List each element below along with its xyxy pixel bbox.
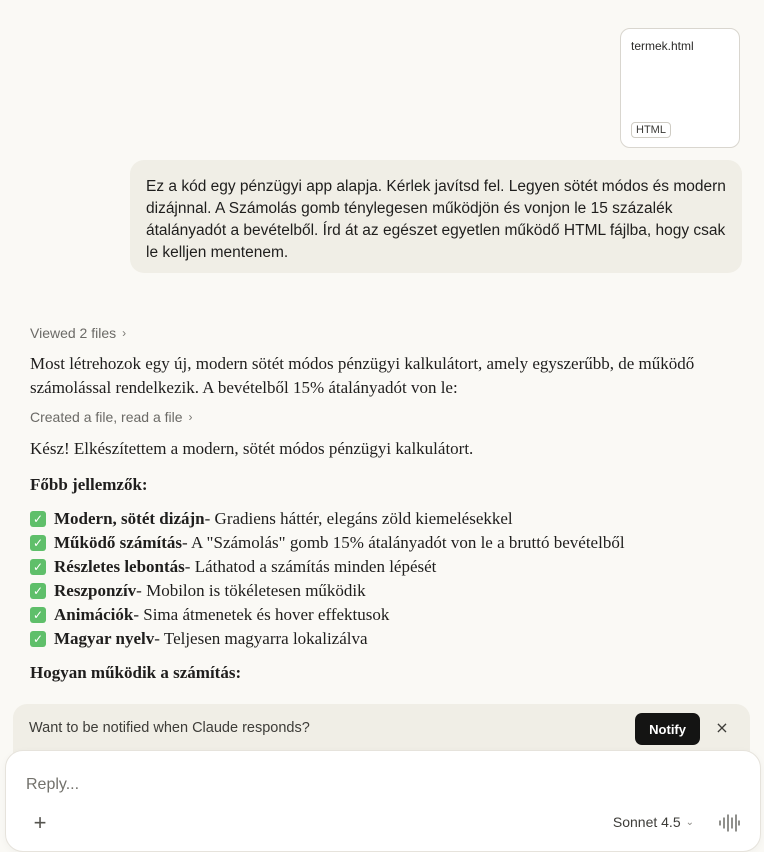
feature-title: Működő számítás bbox=[54, 533, 182, 552]
feature-item bbox=[30, 531, 740, 555]
feature-title: Reszponzív bbox=[54, 581, 137, 600]
model-selector[interactable] bbox=[613, 814, 694, 830]
feature-item bbox=[30, 579, 740, 603]
attachment-file-name: termek.html bbox=[631, 39, 694, 53]
feature-desc: - Láthatod a számítás minden lépését bbox=[184, 557, 437, 576]
chevron-down-icon: ⌄ bbox=[685, 816, 694, 828]
feature-item bbox=[30, 627, 740, 651]
add-attachment-button[interactable]: + bbox=[33, 810, 47, 835]
feature-desc: - Sima átmenetek és hover effektusok bbox=[133, 605, 390, 624]
close-icon[interactable]: × bbox=[715, 718, 729, 737]
feature-desc: - Teljesen magyarra lokalizálva bbox=[154, 629, 368, 648]
how-heading: Hogyan működik a számítás: bbox=[30, 663, 242, 682]
reply-composer bbox=[5, 750, 761, 852]
tool-step-viewed-files[interactable] bbox=[30, 322, 740, 344]
user-message: Ez a kód egy pénzügyi app alapja. Kérlek javítsd fel. Legyen sötét módos és modern dizájnnal. A Számolás gomb ténylegesen működjön és vonjon le 15 százalék átalányadót a bevételből. Írd át az egészet egyetlen működő HTML fájlba, hogy csak le kelljen mentenem. bbox=[130, 160, 742, 273]
chevron-right-icon: › bbox=[188, 410, 193, 424]
feature-item bbox=[30, 603, 740, 627]
features-list bbox=[30, 507, 740, 651]
assistant-message bbox=[30, 322, 740, 685]
attachment-card[interactable] bbox=[620, 28, 740, 148]
chevron-right-icon: › bbox=[122, 326, 127, 340]
tool-step-label: Created a file, read a file bbox=[30, 409, 183, 425]
feature-title: Animációk bbox=[54, 605, 134, 624]
tool-step-label: Viewed 2 files bbox=[30, 325, 117, 341]
check-icon: ✓ bbox=[30, 607, 46, 623]
feature-desc: - Mobilon is tökéletesen működik bbox=[136, 581, 366, 600]
check-icon: ✓ bbox=[30, 535, 46, 551]
notification-text: Want to be notified when Claude responds? bbox=[29, 720, 310, 736]
reply-input[interactable] bbox=[26, 771, 626, 799]
feature-desc: - Gradiens háttér, elegáns zöld kiemelésekkel bbox=[204, 509, 513, 528]
assistant-done-text: Kész! Elkészítettem a modern, sötét módos pénzügyi kalkulátort. bbox=[30, 439, 474, 458]
check-icon: ✓ bbox=[30, 559, 46, 575]
feature-desc: - A "Számolás" gomb 15% átalányadót von le a bruttó bevételből bbox=[181, 533, 625, 552]
features-heading: Főbb jellemzők: bbox=[30, 475, 148, 494]
feature-title: Modern, sötét dizájn bbox=[54, 509, 205, 528]
tool-step-created-file[interactable] bbox=[30, 406, 740, 428]
check-icon: ✓ bbox=[30, 583, 46, 599]
feature-title: Magyar nyelv bbox=[54, 629, 155, 648]
notify-button[interactable]: Notify bbox=[635, 713, 700, 745]
check-icon: ✓ bbox=[30, 631, 46, 647]
model-name: Sonnet 4.5 bbox=[612, 814, 681, 830]
assistant-intro: Most létrehozok egy új, modern sötét módos pénzügyi kalkulátort, amely egyszerűbb, de működő számolással rendelkezik. A bevételből 15% átalányadót von le: bbox=[30, 354, 695, 397]
voice-waveform-icon[interactable] bbox=[718, 814, 740, 832]
feature-title: Részletes lebontás bbox=[54, 557, 185, 576]
feature-item bbox=[30, 507, 740, 531]
attachment-type-badge: HTML bbox=[631, 122, 671, 138]
feature-item bbox=[30, 555, 740, 579]
check-icon: ✓ bbox=[30, 511, 46, 527]
